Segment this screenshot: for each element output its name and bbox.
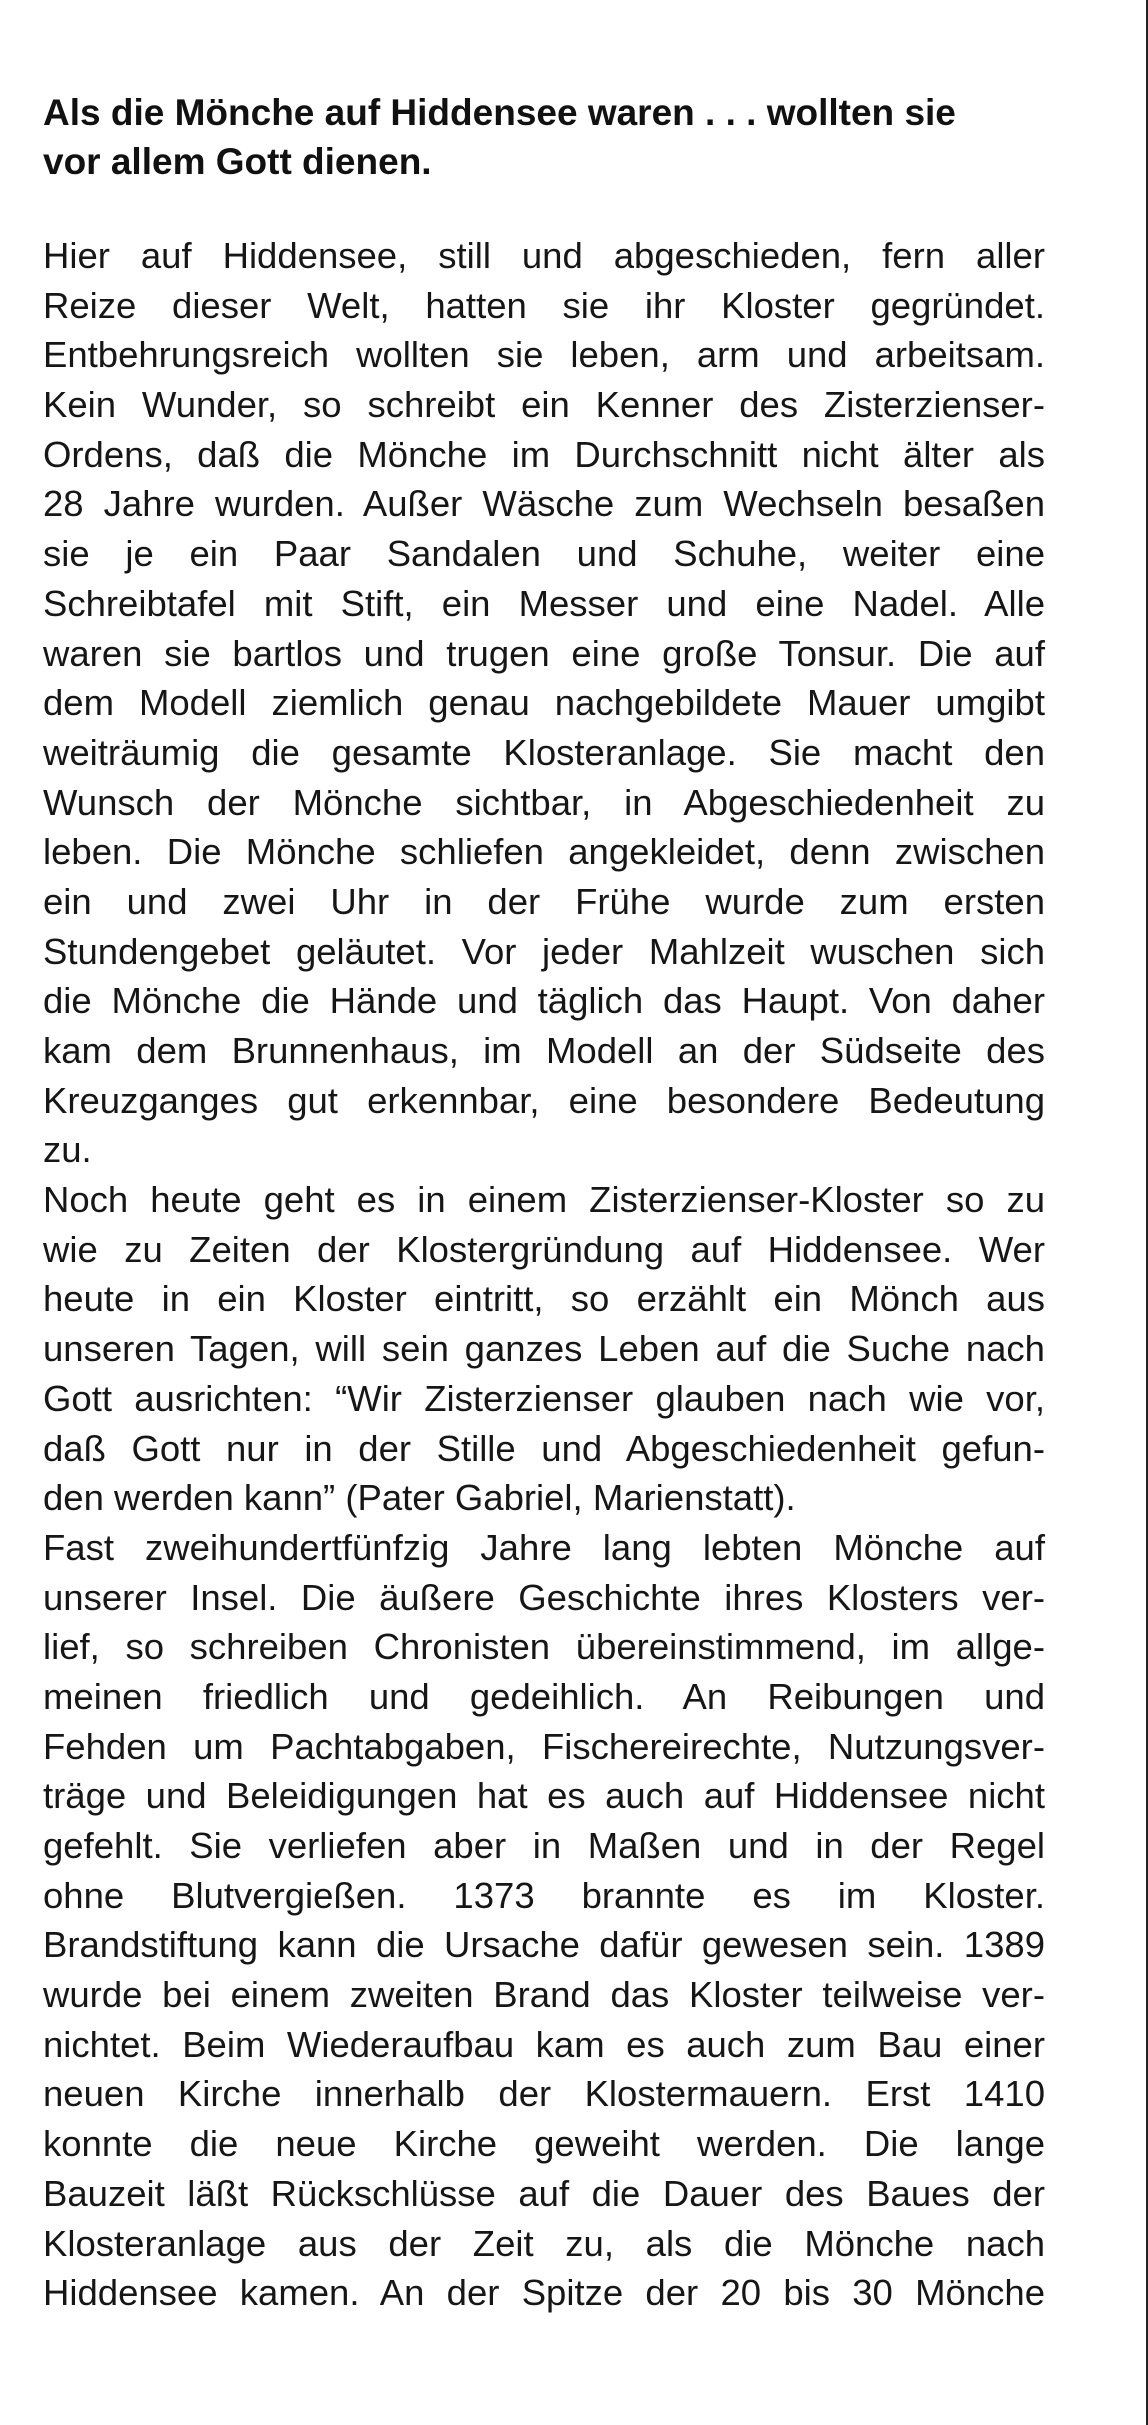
text-line: heute in ein Kloster eintritt, so erzählt ein Mönch aus: [43, 1278, 1045, 1320]
text-line: 28 Jahre wurden. Außer Wäsche zum Wechseln besaßen: [43, 483, 1045, 525]
text-line: Stundengebet geläutet. Vor jeder Mahlzeit wuschen sich: [43, 930, 1045, 972]
text-line: Wunsch der Mönche sichtbar, in Abgeschiedenheit zu: [43, 781, 1045, 823]
text-line: Kein Wunder, so schreibt ein Kenner des Zisterzienser-: [43, 384, 1045, 426]
text-line: kam dem Brunnenhaus, im Modell an der Südseite des: [43, 1030, 1045, 1071]
text-line: weiträumig die gesamte Klosteranlage. Sie macht den: [43, 731, 1045, 773]
title-line-2: vor allem Gott dienen.: [43, 141, 432, 182]
body-text: [43, 231, 1045, 2318]
text-line: wie zu Zeiten der Klostergründung auf Hiddensee. Wer: [43, 1228, 1045, 1270]
text-line: Brandstiftung kann die Ursache dafür gewesen sein. 1389: [43, 1924, 1045, 1966]
text-line: daß Gott nur in der Stille und Abgeschiedenheit gefun-: [43, 1427, 1045, 1469]
text-line: Ordens, daß die Mönche im Durchschnitt nicht älter als: [43, 433, 1045, 475]
text-line: den werden kann” (Pater Gabriel, Marienstatt).: [43, 1477, 796, 1519]
text-line: Fehden um Pachtabgaben, Fischereirechte, Nutzungsver-: [43, 1725, 1045, 1767]
text-line: Bauzeit läßt Rückschlüsse auf die Dauer des Baues der: [43, 2172, 1045, 2214]
text-line: unserer Insel. Die äußere Geschichte ihres Klosters ver-: [43, 1576, 1045, 1618]
text-line: träge und Beleidigungen hat es auch auf Hiddensee nicht: [43, 1775, 1045, 1817]
text-line: ein und zwei Uhr in der Frühe wurde zum ersten: [43, 880, 1045, 922]
text-line: Reize dieser Welt, hatten sie ihr Kloster gegründet.: [43, 284, 1045, 326]
text-line: konnte die neue Kirche geweiht werden. Die lange: [43, 2123, 1045, 2165]
text-line: meinen friedlich und gedeihlich. An Reibungen und: [43, 1675, 1045, 1717]
text-line: neuen Kirche innerhalb der Klostermauern. Erst 1410: [43, 2073, 1045, 2115]
text-line: gefehlt. Sie verliefen aber in Maßen und in der Regel: [43, 1825, 1045, 1866]
title-line-1: Als die Mönche auf Hiddensee waren . . . wollten sie: [43, 92, 956, 133]
text-line: waren sie bartlos und trugen eine große Tonsur. Die auf: [43, 632, 1045, 674]
page-title: [43, 88, 1053, 186]
text-line: Kreuzganges gut erkennbar, eine besondere Bedeutung: [43, 1079, 1045, 1121]
text-line: Hiddensee kamen. An der Spitze der 20 bis 30 Mönche: [43, 2272, 1045, 2314]
text-line: dem Modell ziemlich genau nachgebildete Mauer umgibt: [43, 682, 1045, 724]
text-line: Schreibtafel mit Stift, ein Messer und eine Nadel. Alle: [43, 582, 1045, 624]
text-line: sie je ein Paar Sandalen und Schuhe, weiter eine: [43, 533, 1045, 575]
text-line: Gott ausrichten: “Wir Zisterzienser glauben nach wie vor,: [43, 1377, 1045, 1419]
text-line: Hier auf Hiddensee, still und abgeschieden, fern aller: [43, 235, 1045, 276]
text-line: Fast zweihundertfünfzig Jahre lang lebten Mönche auf: [43, 1526, 1045, 1568]
text-line: unseren Tagen, will sein ganzes Leben auf die Suche nach: [43, 1328, 1045, 1370]
text-line: ohne Blutvergießen. 1373 brannte es im Kloster.: [43, 1874, 1045, 1916]
text-line: die Mönche die Hände und täglich das Haupt. Von daher: [43, 980, 1045, 1022]
text-line: Klosteranlage aus der Zeit zu, als die Mönche nach: [43, 2222, 1045, 2264]
text-line: nichtet. Beim Wiederaufbau kam es auch zum Bau einer: [43, 2023, 1045, 2065]
text-line: Noch heute geht es in einem Zisterzienser-Kloster so zu: [43, 1179, 1045, 1221]
text-line: zu.: [43, 1129, 92, 1171]
text-line: wurde bei einem zweiten Brand das Kloster teilweise ver-: [43, 1974, 1045, 2016]
text-line: lief, so schreiben Chronisten übereinstimmend, im allge-: [43, 1626, 1045, 1668]
text-line: Entbehrungsreich wollten sie leben, arm und arbeitsam.: [43, 334, 1045, 376]
text-line: leben. Die Mönche schliefen angekleidet, denn zwischen: [43, 831, 1045, 873]
